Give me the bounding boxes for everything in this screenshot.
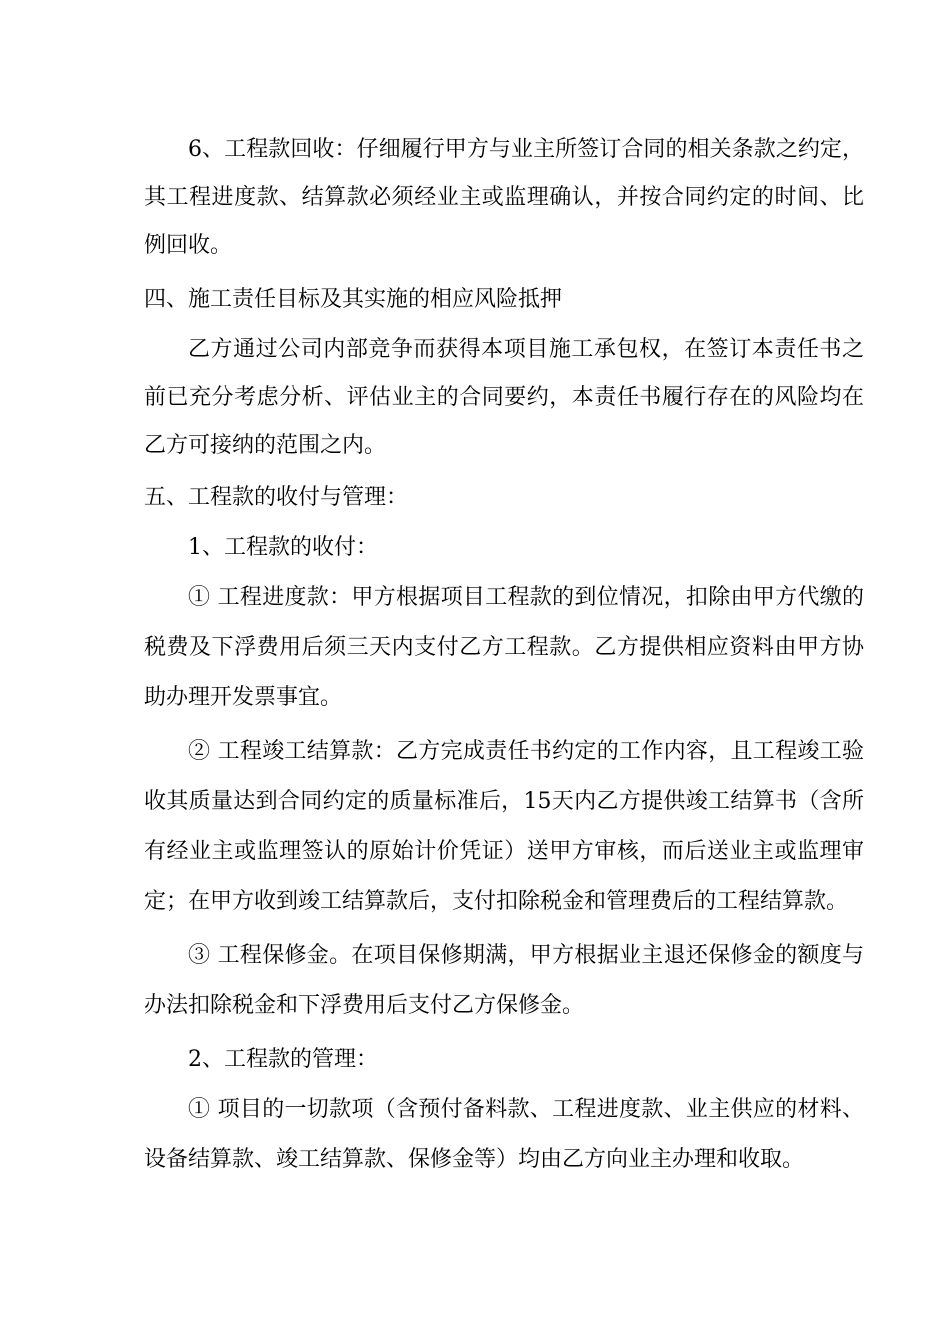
- clause-6-payment-recovery: 6、工程款回收：仔细履行甲方与业主所签订合同的相关条款之约定，其工程进度款、结算款必须经业主或监理确认，并按合同约定的时间、比例回收。: [144, 137, 864, 258]
- item-progress-payment: ① 工程进度款：甲方根据项目工程款的到位情况，扣除由甲方代缴的税费及下浮费用后须三天内支付乙方工程款。乙方提供相应资料由甲方协助办理开发票事宜。: [144, 585, 864, 710]
- item-all-payments: ① 项目的一切款项（含预付备料款、工程进度款、业主供应的材料、设备结算款、竣工结算款、保修金等）均由乙方向业主办理和收取。: [144, 1097, 864, 1172]
- section-4-heading: 四、施工责任目标及其实施的相应风险抵押: [144, 287, 563, 312]
- item-completion-settlement: ② 工程竣工结算款：乙方完成责任书约定的工作内容，且工程竣工验收其质量达到合同约定的质量标准后，15天内乙方提供竣工结算书（含所有经业主或监理签认的原始计价凭证）送甲方审核，而后送业主或监理审定；在甲方收到竣工结算款后，支付扣除税金和管理费后的工程结算款。: [144, 739, 864, 914]
- section-5-heading: 五、工程款的收付与管理：: [144, 485, 409, 510]
- document-body: [144, 126, 864, 1185]
- subsection-2-heading: 2、工程款的管理：: [188, 1047, 378, 1072]
- subsection-1-heading: 1、工程款的收付：: [188, 535, 378, 560]
- item-warranty-deposit: ③ 工程保修金。在项目保修期满，甲方根据业主退还保修金的额度与办法扣除税金和下浮费用后支付乙方保修金。: [144, 943, 864, 1018]
- section-4-body: 乙方通过公司内部竞争而获得本项目施工承包权，在签订本责任书之前已充分考虑分析、评估业主的合同要约，本责任书履行存在的风险均在乙方可接纳的范围之内。: [144, 337, 864, 458]
